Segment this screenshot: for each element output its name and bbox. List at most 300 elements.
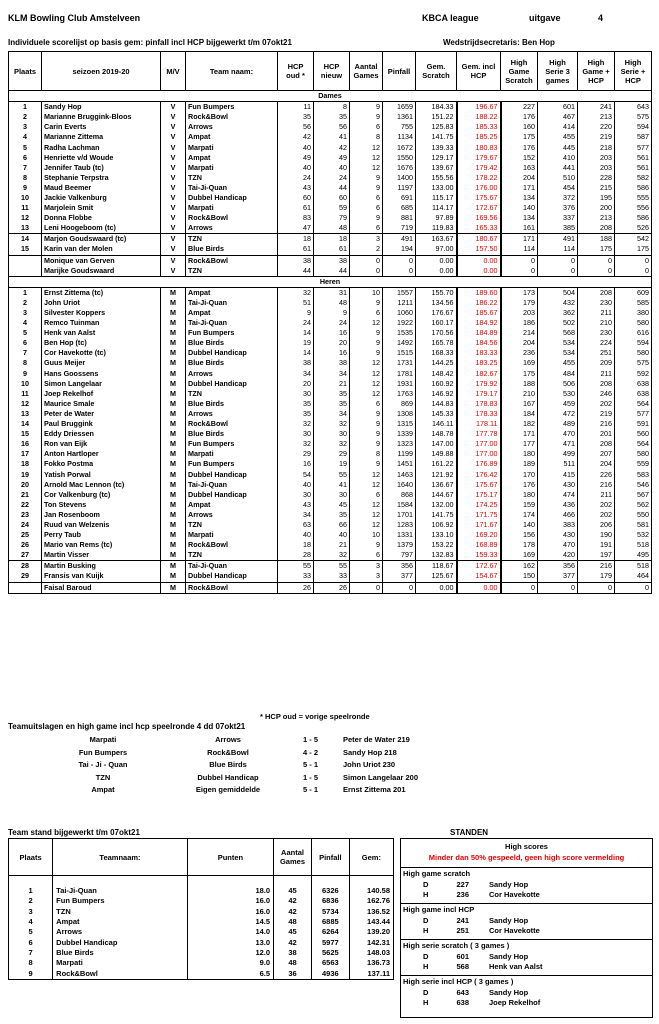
cell: Blue Birds: [186, 244, 278, 255]
high-score-block: [401, 975, 652, 1008]
cell: 564: [615, 439, 652, 449]
cell: 592: [615, 369, 652, 379]
cell: 44: [314, 266, 350, 277]
cell: 0: [615, 266, 652, 277]
cell: 568: [538, 328, 578, 338]
cell: 1492: [383, 338, 416, 348]
cell: 61: [278, 203, 314, 213]
cell: 6: [350, 223, 383, 234]
cell: 175.67: [457, 193, 501, 203]
column-header: Aantal Games: [350, 52, 383, 91]
cell: 12: [350, 318, 383, 328]
cell: 201: [578, 429, 615, 439]
cell: 575: [615, 358, 652, 368]
cell: 241: [578, 102, 615, 113]
cell: 125.67: [416, 571, 457, 582]
team-row: [9, 896, 394, 906]
cell: 464: [615, 571, 652, 582]
column-header: Gem. Scratch: [416, 52, 457, 91]
cell: Mario van Rems (tc): [42, 540, 161, 550]
cell: 29: [278, 449, 314, 459]
spacer-cell: [9, 876, 53, 887]
cell: 9: [350, 409, 383, 419]
cell: 32: [278, 287, 314, 298]
cell: 40: [278, 480, 314, 490]
cell: 1781: [383, 369, 416, 379]
table-row: [9, 520, 652, 530]
cell: 173: [501, 287, 538, 298]
high-scores-box: [400, 838, 653, 1018]
cell: Hans Goossens: [42, 369, 161, 379]
cell: 459: [538, 399, 578, 409]
cell: 114: [538, 244, 578, 255]
high-score-value: 251: [456, 926, 469, 935]
cell: 180: [501, 449, 538, 459]
team-cell: 7: [9, 948, 53, 958]
cell: 216: [578, 419, 615, 429]
cell: 35: [314, 399, 350, 409]
cell: 157.50: [457, 244, 501, 255]
high-score-row: [401, 880, 652, 890]
cell: Fransis van Kuijk: [42, 571, 161, 582]
cell: M: [161, 298, 186, 308]
cell: 385: [538, 223, 578, 234]
cell: V: [161, 266, 186, 277]
table-row: [9, 266, 652, 277]
home-team: Tai - Ji - Quan: [78, 760, 128, 769]
cell: 4: [9, 318, 42, 328]
cell: 489: [538, 419, 578, 429]
cell: 219: [578, 409, 615, 419]
cell: 44: [314, 183, 350, 193]
cell: 546: [615, 480, 652, 490]
cell: 616: [615, 328, 652, 338]
cell: M: [161, 540, 186, 550]
cell: 133.10: [416, 530, 457, 540]
cell: 176: [501, 480, 538, 490]
cell: 188: [578, 234, 615, 245]
away-team: Blue Birds: [209, 760, 247, 769]
cell: 28: [9, 561, 42, 572]
cell: 491: [538, 234, 578, 245]
cell: 106.92: [416, 520, 457, 530]
team-cell: 6563: [311, 958, 349, 968]
cell: 1331: [383, 530, 416, 540]
cell: 30: [314, 490, 350, 500]
cell: 147.00: [416, 439, 457, 449]
cell: 8: [9, 358, 42, 368]
team-cell: 6885: [311, 917, 349, 927]
cell: 356: [538, 561, 578, 572]
cell: 148.78: [416, 429, 457, 439]
cell: 0: [383, 255, 416, 266]
cell: Remco Tuinman: [42, 318, 161, 328]
cell: M: [161, 318, 186, 328]
cell: 214: [501, 328, 538, 338]
cell: Fokko Postma: [42, 459, 161, 469]
column-header: seizoen 2019-20: [42, 52, 161, 91]
gender-label: H: [423, 998, 429, 1007]
cell: 0: [501, 266, 538, 277]
cell: Donna Flobbe: [42, 213, 161, 223]
high-game: Ernst Zittema 201: [343, 785, 406, 794]
cell: 141.75: [416, 132, 457, 142]
column-header: HCP nieuw: [314, 52, 350, 91]
cell: M: [161, 439, 186, 449]
team-column-header: Pinfall: [311, 839, 349, 876]
cell: 881: [383, 213, 416, 223]
team-row: [9, 917, 394, 927]
cell: 183.33: [457, 348, 501, 358]
cell: 8: [314, 102, 350, 113]
cell: 144.25: [416, 358, 457, 368]
gender-label: D: [423, 880, 429, 889]
cell: 159: [501, 500, 538, 510]
cell: Dubbel Handicap: [186, 490, 278, 500]
cell: 580: [615, 318, 652, 328]
cell: 470: [538, 429, 578, 439]
cell: 0: [538, 582, 578, 593]
cell: 581: [615, 520, 652, 530]
cell: 204: [578, 459, 615, 469]
cell: Tai-Ji-Quan: [186, 318, 278, 328]
table-row: [9, 500, 652, 510]
cell: 40: [314, 163, 350, 173]
cell: 432: [538, 298, 578, 308]
cell: 1: [9, 287, 42, 298]
cell: 40: [314, 530, 350, 540]
league-name: KBCA league: [422, 13, 479, 23]
cell: 24: [278, 318, 314, 328]
cell: Leni Hoogeboom (tc): [42, 223, 161, 234]
home-team: Marpati: [89, 735, 117, 744]
cell: 161.22: [416, 459, 457, 469]
cell: 185.67: [457, 308, 501, 318]
cell: 160.92: [416, 379, 457, 389]
high-score-value: 643: [456, 988, 469, 997]
cell: 190: [578, 530, 615, 540]
cell: 430: [538, 530, 578, 540]
cell: 184.56: [457, 338, 501, 348]
cell: 97.89: [416, 213, 457, 223]
team-cell: 136.73: [349, 958, 393, 968]
cell: Rock&Bowl: [186, 255, 278, 266]
cell: Marpati: [186, 449, 278, 459]
cell: 1659: [383, 102, 416, 113]
cell: 211: [578, 490, 615, 500]
team-column-header: Aantal Games: [274, 839, 312, 876]
cell: 208: [578, 287, 615, 298]
column-header: High Serie + HCP: [615, 52, 652, 91]
cell: 146.11: [416, 419, 457, 429]
table-row: [9, 358, 652, 368]
cell: Fun Bumpers: [186, 459, 278, 469]
cell: 21: [314, 379, 350, 389]
cell: 43: [278, 183, 314, 193]
cell: 35: [314, 389, 350, 399]
cell: 372: [538, 193, 578, 203]
cell: 560: [615, 429, 652, 439]
cell: TZN: [186, 520, 278, 530]
cell: 150: [501, 571, 538, 582]
table-row: [9, 193, 652, 203]
cell: 467: [538, 112, 578, 122]
cell: Fun Bumpers: [186, 439, 278, 449]
table-row: [9, 369, 652, 379]
team-cell: 9.0: [187, 958, 273, 968]
cell: 129.17: [416, 153, 457, 163]
cell: 153.22: [416, 540, 457, 550]
table-row: [9, 255, 652, 266]
team-cell: 6.5: [187, 968, 273, 979]
cell: 184.92: [457, 318, 501, 328]
cell: 202: [578, 510, 615, 520]
team-cell: 9: [9, 968, 53, 979]
column-header: High Game Scratch: [501, 52, 538, 91]
cell: 1283: [383, 520, 416, 530]
cell: Rock&Bowl: [186, 419, 278, 429]
cell: 12: [350, 510, 383, 520]
cell: 40: [278, 142, 314, 152]
cell: 21: [314, 540, 350, 550]
cell: 9: [350, 112, 383, 122]
cell: Arrows: [186, 409, 278, 419]
cell: 40: [278, 163, 314, 173]
team-cell: 143.44: [349, 917, 393, 927]
cell: 38: [314, 358, 350, 368]
cell: 1922: [383, 318, 416, 328]
cell: Marijke Goudswaard: [42, 266, 161, 277]
table-row: [9, 510, 652, 520]
cell: 178.33: [457, 409, 501, 419]
cell: 170: [501, 469, 538, 479]
cell: 24: [9, 520, 42, 530]
team-cell: 36: [274, 968, 312, 979]
cell: 197: [578, 550, 615, 561]
cell: 685: [383, 203, 416, 213]
cell: 145.33: [416, 409, 457, 419]
table-row: [9, 550, 652, 561]
cell: 9: [350, 540, 383, 550]
gender-label: D: [423, 916, 429, 925]
cell: 140: [501, 520, 538, 530]
cell: M: [161, 520, 186, 530]
cell: 29: [314, 449, 350, 459]
cell: 28: [278, 550, 314, 561]
spacer-cell: [311, 876, 349, 887]
high-score-value: 638: [456, 998, 469, 1007]
cell: 1557: [383, 287, 416, 298]
cell: 184.89: [457, 328, 501, 338]
cell: 210: [501, 389, 538, 399]
cell: 146.92: [416, 389, 457, 399]
column-header: Pinfall: [383, 52, 416, 91]
cell: Arrows: [186, 369, 278, 379]
cell: 136.67: [416, 480, 457, 490]
cell: 59: [314, 203, 350, 213]
cell: V: [161, 102, 186, 113]
cell: 337: [538, 213, 578, 223]
cell: 174.25: [457, 500, 501, 510]
cell: 168.89: [457, 540, 501, 550]
cell: 484: [538, 369, 578, 379]
cell: 48: [314, 223, 350, 234]
cell: 55: [314, 469, 350, 479]
cell: 3: [9, 308, 42, 318]
cell: Guus Meijer: [42, 358, 161, 368]
cell: V: [161, 244, 186, 255]
cell: 11: [9, 203, 42, 213]
cell: 0: [615, 255, 652, 266]
cell: 211: [578, 308, 615, 318]
cell: 9: [350, 338, 383, 348]
cell: Marpati: [186, 163, 278, 173]
cell: 12: [350, 469, 383, 479]
cell: 230: [578, 328, 615, 338]
cell: 18: [9, 459, 42, 469]
high-game: Simon Langelaar 200: [343, 772, 419, 782]
gender-label: D: [423, 988, 429, 997]
cell: 575: [615, 112, 652, 122]
cell: 191: [578, 540, 615, 550]
cell: Arrows: [186, 122, 278, 132]
cell: 20: [278, 379, 314, 389]
cell: 518: [615, 540, 652, 550]
cell: Fun Bumpers: [186, 102, 278, 113]
cell: Ampat: [186, 308, 278, 318]
subtitle: Individuele scorelijst op basis gem: pinfall incl HCP bijgewerkt t/m 07okt21: [8, 38, 292, 47]
high-score-row: [401, 952, 652, 962]
cell: M: [161, 358, 186, 368]
table-row: [9, 328, 652, 338]
cell: 200: [578, 203, 615, 213]
cell: 125.83: [416, 122, 457, 132]
cell: Marpati: [186, 142, 278, 152]
cell: 1379: [383, 540, 416, 550]
cell: 511: [538, 459, 578, 469]
cell: 177: [501, 439, 538, 449]
cell: Tai-Ji-Quan: [186, 183, 278, 193]
cell: 12: [350, 358, 383, 368]
cell: V: [161, 183, 186, 193]
cell: 119.83: [416, 223, 457, 234]
cell: 148.42: [416, 369, 457, 379]
cell: Cor Havekotte (tc): [42, 348, 161, 358]
cell: Martin Visser: [42, 550, 161, 561]
cell: M: [161, 419, 186, 429]
high-score-name: Sandy Hop: [489, 952, 529, 961]
cell: V: [161, 173, 186, 183]
team-cell: 6264: [311, 927, 349, 937]
cell: V: [161, 213, 186, 223]
cell: 9: [350, 102, 383, 113]
cell: V: [161, 223, 186, 234]
cell: M: [161, 582, 186, 593]
team-cell: Marpati: [53, 958, 188, 968]
cell: M: [161, 348, 186, 358]
cell: 171: [501, 234, 538, 245]
cell: 165.78: [416, 338, 457, 348]
section-label: Heren: [9, 276, 652, 287]
cell: 454: [538, 183, 578, 193]
team-cell: 16.0: [187, 907, 273, 917]
cell: 134: [501, 193, 538, 203]
cell: 176: [501, 142, 538, 152]
cell: 18: [278, 540, 314, 550]
match-score: 4 - 2: [303, 747, 319, 757]
match-score: 5 - 1: [303, 785, 319, 794]
table-row: [9, 490, 652, 500]
cell: 21: [9, 490, 42, 500]
cell: Silvester Koppers: [42, 308, 161, 318]
cell: Blue Birds: [186, 338, 278, 348]
cell: 383: [538, 520, 578, 530]
cell: 178.83: [457, 399, 501, 409]
cell: M: [161, 399, 186, 409]
cell: 179: [501, 298, 538, 308]
table-row: [9, 409, 652, 419]
table-row: [9, 163, 652, 173]
cell: 118.67: [416, 561, 457, 572]
cell: 45: [314, 500, 350, 510]
team-cell: 142.31: [349, 937, 393, 947]
cell: Ampat: [186, 153, 278, 163]
cell: 186: [501, 318, 538, 328]
cell: Dubbel Handicap: [186, 348, 278, 358]
cell: 224: [578, 338, 615, 348]
cell: 30: [278, 389, 314, 399]
cell: 9: [350, 459, 383, 469]
cell: 3: [350, 571, 383, 582]
cell: 586: [615, 213, 652, 223]
team-cell: 139.20: [349, 927, 393, 937]
cell: 3: [9, 122, 42, 132]
cell: 55: [314, 561, 350, 572]
cell: 156: [501, 530, 538, 540]
cell: 506: [538, 379, 578, 389]
cell: 1515: [383, 348, 416, 358]
cell: 83: [278, 213, 314, 223]
table-row: [9, 153, 652, 163]
gender-label: D: [423, 952, 429, 961]
cell: 24: [278, 173, 314, 183]
cell: 0: [350, 582, 383, 593]
table-row: [9, 389, 652, 399]
cell: V: [161, 122, 186, 132]
cell: Marpati: [186, 530, 278, 540]
sub-header: [8, 38, 651, 50]
cell: 577: [615, 409, 652, 419]
cell: 20: [9, 480, 42, 490]
cell: 1323: [383, 439, 416, 449]
table-row: [9, 213, 652, 223]
cell: 144.67: [416, 490, 457, 500]
cell: 9: [350, 439, 383, 449]
cell: 41: [314, 132, 350, 142]
cell: 152: [501, 153, 538, 163]
cell: 188.22: [457, 112, 501, 122]
match-row: [8, 735, 428, 745]
cell: 585: [615, 298, 652, 308]
cell: 1339: [383, 429, 416, 439]
cell: Sandy Hop: [42, 102, 161, 113]
cell: 550: [615, 510, 652, 520]
cell: 215: [578, 183, 615, 193]
column-header: Team naam:: [186, 52, 278, 91]
cell: Perry Taub: [42, 530, 161, 540]
cell: 18: [278, 234, 314, 245]
cell: 0.00: [416, 255, 457, 266]
